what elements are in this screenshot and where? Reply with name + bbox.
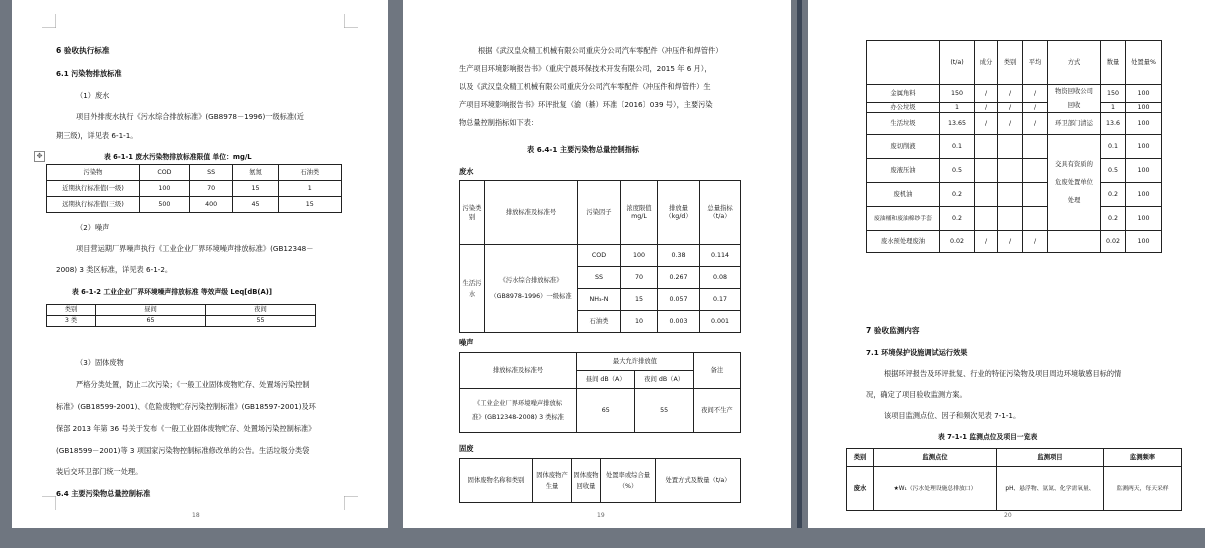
table-cell — [975, 207, 998, 231]
table-header-cell: 污染类别 — [460, 181, 485, 245]
table-cell — [998, 207, 1023, 231]
table-cell: 0.02 — [940, 231, 975, 253]
table-move-handle-icon[interactable]: ✥ — [34, 151, 45, 162]
table-header-cell: 处置量% — [1126, 41, 1162, 85]
noise-label: 噪声 — [459, 338, 474, 347]
table-cell: 70 — [621, 267, 658, 289]
wastewater-subheading: （1）废水 — [76, 91, 110, 100]
table-header-cell: 固体废物名称和类别 — [460, 459, 533, 503]
disposal-line: 交具有资质的 — [1055, 160, 1093, 168]
table-header-cell: COD — [140, 165, 190, 181]
table-cell: 100 — [1126, 103, 1162, 113]
table-header-cell: 最大允许排放值 — [577, 353, 694, 371]
table-header-cell: 处置方式及数量（t/a） — [656, 459, 741, 503]
table-cell: / — [975, 103, 998, 113]
table-cell: 15 — [278, 197, 341, 213]
intro-text-line: 物总量控制指标如下表： — [459, 118, 539, 127]
section-heading-7-1: 7.1 环境保护设施调试运行效果 — [866, 348, 968, 357]
standard-cell — [460, 389, 577, 433]
table-cell: 100 — [1126, 207, 1162, 231]
table-cell: 监测两天，每天采样 — [1104, 467, 1182, 511]
document-page-18 — [12, 0, 388, 528]
table-cell: 近期执行标准值(一级) — [47, 181, 140, 197]
table-cell: 100 — [1126, 135, 1162, 159]
table-cell — [1023, 135, 1048, 159]
table-cell: 100 — [140, 181, 190, 197]
table-header-cell: 类别 — [998, 41, 1023, 85]
table-cell: 1 — [278, 181, 341, 197]
table-cell: 废切削液 — [867, 135, 940, 159]
table-header-cell: 处置率或综合量（%） — [601, 459, 656, 503]
table-cell: 0.17 — [700, 289, 741, 311]
table-cell — [998, 159, 1023, 183]
table-cell: 70 — [189, 181, 233, 197]
table-header-cell: 类别 — [847, 449, 874, 467]
table-cell: 0.38 — [658, 245, 700, 267]
disposal-line: 物资回收公司 — [1055, 87, 1093, 95]
monitoring-text-line: 况，确定了项目验收监测方案。 — [866, 390, 967, 399]
table-cell: 0.08 — [700, 267, 741, 289]
solid-waste-text-line: (GB18599－2001)等 3 项国家污染物控制标准修改单的公告。生活垃圾分类袋 — [56, 446, 310, 455]
table-header-cell: (t/a) — [940, 41, 975, 85]
table-cell: 10 — [621, 311, 658, 333]
table-cell: / — [998, 231, 1023, 253]
table-header-cell: 夜间 — [206, 305, 316, 316]
table-header-cell: 排放标准及标准号 — [485, 181, 578, 245]
crop-mark-top-left — [42, 14, 56, 28]
wastewater-standard-table — [46, 164, 342, 213]
table-cell: 0.114 — [700, 245, 741, 267]
table-cell: / — [998, 103, 1023, 113]
table-cell: 0.2 — [1101, 183, 1126, 207]
table-6-1-1-caption: 表 6-1-1 废水污染物排放标准限值 单位：mg/L — [104, 153, 252, 161]
table-cell: 废水 — [847, 467, 874, 511]
table-cell: 0.2 — [940, 207, 975, 231]
table-cell — [1023, 159, 1048, 183]
table-7-1-1-caption: 表 7-1-1 监测点位及项目一览表 — [938, 433, 1038, 441]
table-cell: 100 — [1126, 85, 1162, 103]
solid-waste-text-line: 保部 2013 年第 36 号关于发布《一般工业固体废物贮存、处置场污染控制标准》 — [56, 424, 316, 433]
table-cell — [1048, 231, 1101, 253]
monitoring-text-line: 根据环评报告及环评批复、行业的特征污染物及项目周边环境敏感目标的情 — [884, 369, 1122, 378]
table-cell: 13.6 — [1101, 113, 1126, 135]
pollution-category-cell: 生活污水 — [460, 245, 485, 333]
table-header-cell: 夜间 dB（A） — [635, 371, 693, 389]
table-cell: 生活垃圾 — [867, 113, 940, 135]
table-cell: / — [1023, 231, 1048, 253]
page-number: 19 — [597, 512, 605, 519]
section-heading-6-1: 6.1 污染物排放标准 — [56, 69, 122, 78]
table-cell: 65 — [577, 389, 635, 433]
table-cell: SS — [578, 267, 621, 289]
table-header-cell: 固体废物回收量 — [572, 459, 601, 503]
solid-waste-text-line: 标准》(GB18599-2001)、《危险废物贮存污染控制标准》(GB18597-2001)及环 — [56, 402, 316, 411]
table-cell: 3 类 — [47, 316, 96, 327]
standard-cell — [485, 245, 578, 333]
disposal-cell — [1048, 85, 1101, 113]
table-cell — [975, 183, 998, 207]
table-header-cell: 数量 — [1101, 41, 1126, 85]
table-cell: 0.1 — [1101, 135, 1126, 159]
table-cell: 远期执行标准值(三级) — [47, 197, 140, 213]
table-cell — [1023, 183, 1048, 207]
solid-waste-text-line: 装后交环卫部门统一处理。 — [56, 467, 143, 476]
table-header-cell: 方式 — [1048, 41, 1101, 85]
standard-line: 《工业企业厂界环境噪声排放标 — [473, 399, 563, 407]
table-cell — [975, 135, 998, 159]
disposal-line: 处理 — [1067, 196, 1081, 204]
table-cell — [975, 159, 998, 183]
table-header-cell: 监测项目 — [997, 449, 1104, 467]
table-cell: 15 — [233, 181, 278, 197]
table-header-cell: 污染物 — [47, 165, 140, 181]
crop-mark-bottom-left — [42, 496, 56, 510]
standard-line: （GB8978-1996）一级标准 — [490, 292, 572, 300]
table-cell: 100 — [1126, 159, 1162, 183]
table-cell: / — [1023, 113, 1048, 135]
table-header-cell: 监测点位 — [874, 449, 997, 467]
table-cell: COD — [578, 245, 621, 267]
table-cell: / — [1023, 103, 1048, 113]
table-cell: 石油类 — [578, 311, 621, 333]
table-cell: 废液压油 — [867, 159, 940, 183]
table-cell: / — [1023, 85, 1048, 103]
table-cell: 45 — [233, 197, 278, 213]
table-6-4-1-caption: 表 6.4-1 主要污染物总量控制指标 — [527, 145, 639, 154]
table-cell: 1 — [1101, 103, 1126, 113]
table-cell: 55 — [635, 389, 693, 433]
table-cell: 100 — [1126, 113, 1162, 135]
noise-subheading: （2）噪声 — [76, 223, 110, 232]
table-cell: 0.5 — [1101, 159, 1126, 183]
solid-waste-label: 固废 — [459, 444, 474, 453]
noise-text-line: 2008) 3 类区标准，详见表 6-1-2。 — [56, 265, 173, 274]
disposal-cell — [1048, 135, 1101, 231]
table-cell: 0.003 — [658, 311, 700, 333]
disposal-cell: 环卫部门清运 — [1048, 113, 1101, 135]
table-cell: / — [975, 85, 998, 103]
table-cell: 0.02 — [1101, 231, 1126, 253]
section-heading-6-4: 6.4 主要污染物总量控制标准 — [56, 489, 151, 498]
table-cell: 65 — [96, 316, 206, 327]
intro-text-line: 生产项目环境影响报告书》（重庆宁晨环保技术开发有限公司，2015 年 6 月）， — [459, 64, 712, 73]
table-header-cell: 固体废物产生量 — [533, 459, 572, 503]
wastewater-total-control-table — [459, 180, 741, 333]
table-cell — [867, 41, 940, 85]
table-cell: ★W₁（污水处理设施总排放口） — [874, 467, 997, 511]
solid-waste-total-control-table — [459, 458, 741, 503]
table-cell: 废水预处理废油 — [867, 231, 940, 253]
table-cell: 0.1 — [940, 135, 975, 159]
table-cell: 废油桶和废油棉纱手套 — [867, 207, 940, 231]
table-cell: pH、悬浮物、氨氮、化学需氧量、 — [997, 467, 1104, 511]
table-header-cell: SS — [189, 165, 233, 181]
solid-waste-text-line: 严格分类处置，防止二次污染；《一般工业固体废物贮存、处置场污染控制 — [76, 380, 310, 389]
intro-text-line: 以及《武汉皇众精工机械有限公司重庆分公司汽车零配件（冲压件和焊管件）生 — [459, 82, 711, 91]
table-cell: 13.65 — [940, 113, 975, 135]
disposal-line: 回收 — [1067, 101, 1081, 109]
table-cell: 150 — [940, 85, 975, 103]
table-header-cell: 排放标准及标准号 — [460, 353, 577, 389]
solid-waste-subheading: （3）固体废物 — [76, 358, 124, 367]
table-header-cell: 成分 — [975, 41, 998, 85]
table-cell: 400 — [189, 197, 233, 213]
table-header-cell: 石油类 — [278, 165, 341, 181]
table-cell: 0.267 — [658, 267, 700, 289]
table-cell: 0.001 — [700, 311, 741, 333]
noise-text-line: 项目营运期厂界噪声执行《工业企业厂界环境噪声排放标准》(GB12348－ — [76, 244, 314, 253]
table-cell: 办公垃圾 — [867, 103, 940, 113]
table-cell: / — [998, 113, 1023, 135]
crop-mark-top-right — [344, 14, 358, 28]
table-header-cell: 污染因子 — [578, 181, 621, 245]
noise-total-control-table — [459, 352, 741, 433]
wastewater-text-line: 项目外排废水执行《污水综合排放标准》(GB8978－1996)一级标准(近 — [76, 112, 304, 121]
table-cell — [1023, 207, 1048, 231]
standard-line: 《污水综合排放标准》 — [499, 276, 563, 284]
table-cell: 0.057 — [658, 289, 700, 311]
table-6-1-2-caption: 表 6-1-2 工业企业厂界环境噪声排放标准 等效声级 Leq[dB(A)] — [72, 288, 272, 296]
solid-waste-continued-table — [866, 40, 1162, 253]
document-page-19 — [403, 0, 791, 528]
table-cell: 1 — [940, 103, 975, 113]
table-cell: 金属角料 — [867, 85, 940, 103]
wastewater-text-line: 期三级)，详见表 6-1-1。 — [56, 131, 138, 140]
table-cell: 100 — [621, 245, 658, 267]
table-cell: 夜间不生产 — [693, 389, 740, 433]
table-header-cell: 平均 — [1023, 41, 1048, 85]
document-page-20 — [808, 0, 1205, 528]
page-number: 20 — [1004, 512, 1012, 519]
table-cell: 0.5 — [940, 159, 975, 183]
intro-text-line: 根据《武汉皇众精工机械有限公司重庆分公司汽车零配件（冲压件和焊管件） — [478, 46, 723, 55]
table-cell: 100 — [1126, 183, 1162, 207]
table-cell: 500 — [140, 197, 190, 213]
table-header-cell: 总量指标（t/a） — [700, 181, 741, 245]
table-cell: 15 — [621, 289, 658, 311]
crop-mark-bottom-right — [344, 496, 358, 510]
section-heading-7: 7 验收监测内容 — [866, 326, 920, 335]
noise-standard-table — [46, 304, 316, 327]
table-cell: / — [998, 85, 1023, 103]
table-header-cell: 备注 — [693, 353, 740, 389]
table-cell: 55 — [206, 316, 316, 327]
page-divider — [797, 0, 802, 528]
table-header-cell: 昼间 dB（A） — [577, 371, 635, 389]
table-cell: 150 — [1101, 85, 1126, 103]
table-header-cell: 类别 — [47, 305, 96, 316]
table-cell: / — [975, 113, 998, 135]
intro-text-line: 产项目环境影响报告书》环评批复（渝（綦）环准〔2016〕039 号），主要污染 — [459, 100, 713, 109]
table-header-cell: 排放量（kg/d） — [658, 181, 700, 245]
table-cell: 废机油 — [867, 183, 940, 207]
table-header-cell: 氨氮 — [233, 165, 278, 181]
disposal-line: 危废处置单位 — [1055, 178, 1093, 186]
page-number: 18 — [192, 512, 200, 519]
table-cell: 0.2 — [1101, 207, 1126, 231]
table-header-cell: 监测频率 — [1104, 449, 1182, 467]
table-cell — [998, 183, 1023, 207]
table-cell — [998, 135, 1023, 159]
table-header-cell: 浓度限值 mg/L — [621, 181, 658, 245]
table-cell: / — [975, 231, 998, 253]
standard-line: 准》(GB12348-2008) 3 类标准 — [472, 413, 564, 421]
table-cell: 0.2 — [940, 183, 975, 207]
table-cell: NH₃-N — [578, 289, 621, 311]
monitoring-points-table — [846, 448, 1182, 511]
table-header-cell: 昼间 — [96, 305, 206, 316]
wastewater-label: 废水 — [459, 167, 474, 176]
section-heading-6: 6 验收执行标准 — [56, 46, 110, 55]
table-cell: 100 — [1126, 231, 1162, 253]
monitoring-text-line: 该项目监测点位、因子和频次见表 7-1-1。 — [884, 411, 1021, 420]
